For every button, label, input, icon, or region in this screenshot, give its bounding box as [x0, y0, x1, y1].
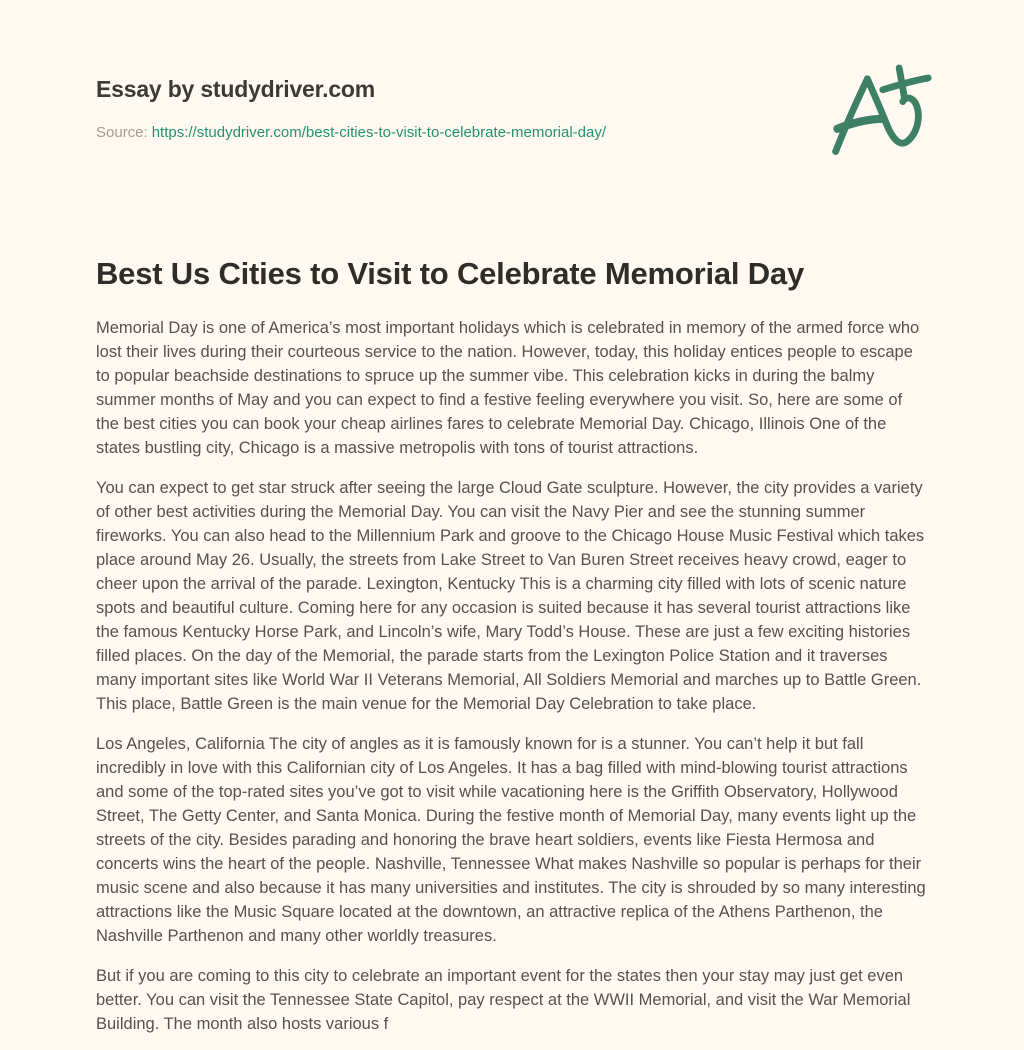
essay-paragraph-1: Memorial Day is one of America’s most important holidays which is celebrated in memory of the armed force who lost their lives during their courteous service to the nation. However, today, this holiday entices people to escape to popular beachside destinations to spruce up the summer vibe. This celebration kicks in during the balmy summer months of May and you can expect to find a festive feeling everywhere you visit. So, here are some of the best cities you can book your cheap airlines fares to celebrate Memorial Day. Chicago, Illinois One of the states bustling city, Chicago is a massive metropolis with tons of tourist attractions.	[96, 319, 920, 457]
source-label: Source:	[96, 124, 148, 141]
essay-header-title: Essay by studydriver.com	[96, 76, 376, 102]
document-content	[0, 76, 1024, 1036]
essay-title: Best Us Cities to Visit to Celebrate Memorial Day	[96, 256, 805, 291]
a-plus-logo-icon	[822, 59, 940, 165]
source-url-link[interactable]: https://studydriver.com/best-cities-to-visit-to-celebrate-memorial-day/	[151, 124, 607, 141]
source-line	[96, 124, 928, 142]
essay-paragraph-2: You can expect to get star struck after seeing the large Cloud Gate sculpture. However, the city provides a variety of other best activities during the Memorial Day. You can visit the Navy Pier and see the stunning summer fireworks. You can also head to the Millennium Park and groove to the Chicago House Music Festival which takes place around May 26. Usually, the streets from Lake Street to Van Buren Street receives heavy crowd, eager to cheer upon the arrival of the parade. Lexington, Kentucky This is a charming city filled with lots of scenic nature spots and beautiful culture. Coming here for any occasion is suited because it has several tourist attractions like the famous Kentucky Horse Park, and Lincoln’s wife, Mary Todd’s House. These are just a few exciting histories filled places. On the day of the Memorial, the parade starts from the Lexington Police Station and it traverses many important sites like World War II Veterans Memorial, All Soldiers Memorial and marches up to Battle Green. This place, Battle Green is the main venue for the Memorial Day Celebration to take place.	[96, 479, 925, 713]
essay-paragraph-3: Los Angeles, California The city of angles as it is famously known for is a stunner. You can’t help it but fall incredibly in love with this Californian city of Los Angeles. It has a bag filled with mind-blowing tourist attractions and some of the top-rated sites you’ve got to visit while vacationing here is the Griffith Observatory, Hollywood Street, The Getty Center, and Santa Monica. During the festive month of Memorial Day, many events light up the streets of the city. Besides parading and honoring the brave heart soldiers, events like Fiesta Hermosa and concerts wins the heart of the people. Nashville, Tennessee What makes Nashville so popular is perhaps for their music scene and also because it has many universities and institutes. The city is shrouded by so many interesting attractions like the Music Square located at the downtown, an attractive replica of the Athens Parthenon, the Nashville Parthenon and many other worldly treasures.	[96, 735, 926, 945]
essay-article	[96, 253, 928, 1036]
essay-paragraph-4-truncated: But if you are coming to this city to celebrate an important event for the states then your stay may just get even better. You can visit the Tennessee State Capitol, pay respect at the WWII Memorial, and visit the War Memorial Building. The month also hosts various f	[96, 967, 911, 1033]
